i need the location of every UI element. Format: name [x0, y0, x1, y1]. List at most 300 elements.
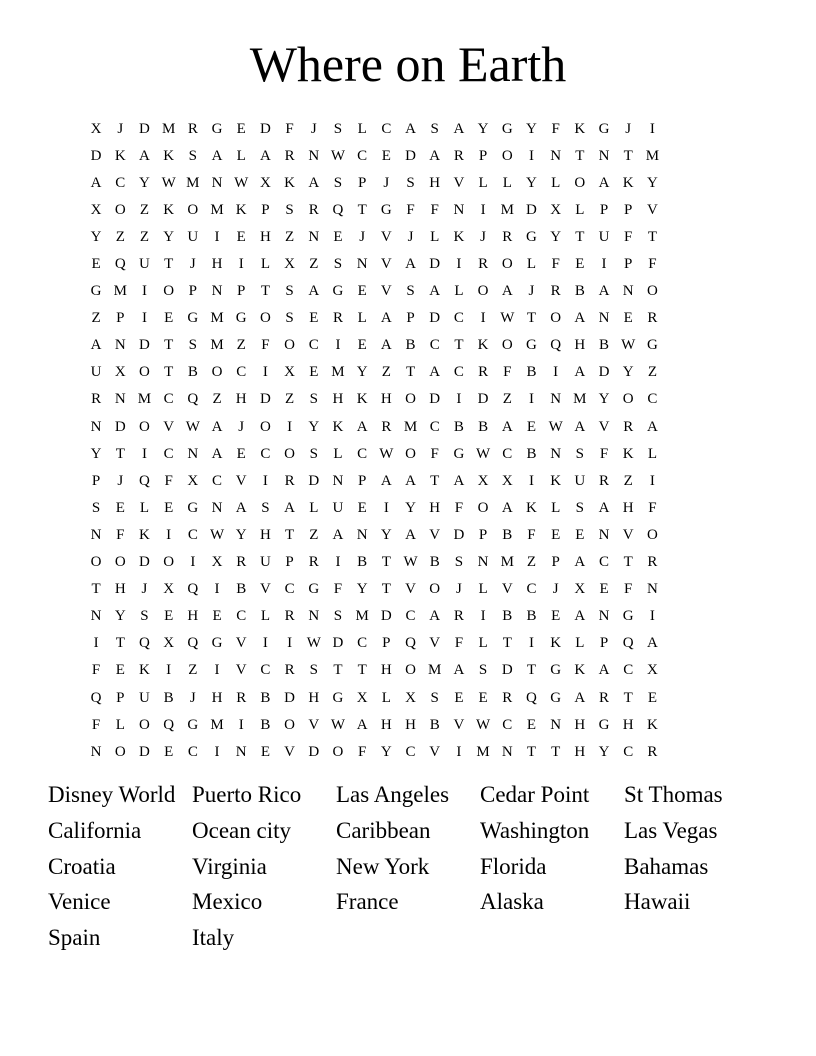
grid-letter: P: [261, 201, 270, 218]
grid-letter: X: [550, 201, 562, 218]
grid-letter: I: [480, 310, 486, 327]
grid-letter: G: [501, 120, 513, 137]
grid-letter: C: [623, 743, 634, 760]
grid-letter: I: [480, 608, 486, 625]
grid-letter: L: [502, 174, 512, 191]
grid-letter: N: [90, 743, 102, 760]
grid-letter: N: [90, 526, 102, 543]
grid-letter: Q: [550, 337, 562, 354]
grid-row: [84, 603, 732, 630]
grid-letter: P: [406, 310, 415, 327]
grid-letter: C: [405, 743, 416, 760]
grid-letter: C: [187, 526, 198, 543]
grid-letter: N: [308, 147, 320, 164]
grid-letter: P: [91, 472, 101, 489]
grid-letter: A: [90, 174, 102, 191]
grid-letter: N: [550, 391, 562, 408]
grid-letter: K: [163, 147, 175, 164]
grid-letter: R: [236, 554, 247, 571]
word-list-item: California: [48, 817, 142, 843]
grid-letter: W: [234, 174, 249, 191]
grid-letter: K: [332, 418, 344, 435]
grid-letter: G: [646, 337, 658, 354]
grid-letter: A: [453, 472, 465, 489]
grid-letter: S: [188, 337, 198, 354]
grid-letter: O: [477, 283, 489, 300]
grid-letter: N: [308, 608, 320, 625]
grid-letter: R: [599, 472, 610, 489]
grid-letter: D: [429, 391, 441, 408]
grid-letter: K: [574, 662, 586, 679]
grid-row: [84, 521, 732, 548]
grid-letter: C: [163, 445, 174, 462]
grid-letter: F: [551, 120, 560, 137]
grid-letter: I: [649, 120, 655, 137]
grid-letter: G: [550, 662, 562, 679]
grid-row: [84, 576, 732, 603]
grid-letter: N: [308, 228, 320, 245]
grid-letter: E: [164, 743, 174, 760]
grid-letter: E: [309, 310, 319, 327]
grid-letter: H: [308, 689, 320, 706]
grid-letter: T: [164, 256, 174, 273]
grid-letter: I: [238, 716, 244, 733]
grid-letter: X: [477, 472, 489, 489]
grid-letter: R: [187, 120, 198, 137]
grid-letter: V: [429, 635, 441, 652]
grid-letter: U: [332, 499, 344, 516]
grid-letter: L: [260, 608, 270, 625]
grid-letter: O: [259, 310, 271, 327]
grid-letter: E: [164, 499, 174, 516]
grid-letter: U: [187, 228, 199, 245]
grid-letter: B: [453, 418, 464, 435]
grid-letter: E: [526, 418, 537, 435]
grid-letter: I: [456, 743, 462, 760]
grid-letter: L: [333, 445, 343, 462]
grid-letter: D: [526, 201, 537, 218]
grid-letter: C: [357, 445, 368, 462]
grid-letter: O: [550, 310, 562, 327]
grid-letter: I: [287, 635, 293, 652]
grid-letter: Z: [309, 526, 319, 543]
grid-letter: N: [211, 283, 223, 300]
grid-letter: N: [550, 445, 562, 462]
grid-letter: O: [114, 201, 126, 218]
grid-row: [84, 467, 732, 494]
grid-letter: K: [235, 201, 247, 218]
grid-letter: J: [117, 472, 124, 489]
grid-letter: X: [90, 120, 102, 137]
grid-letter: E: [478, 689, 488, 706]
grid-letter: Q: [114, 256, 126, 273]
grid-letter: C: [357, 635, 368, 652]
grid-letter: H: [235, 391, 247, 408]
grid-letter: U: [574, 472, 586, 489]
grid-letter: F: [430, 201, 439, 218]
grid-letter: I: [553, 364, 559, 381]
grid-letter: T: [454, 337, 464, 354]
grid-letter: O: [163, 554, 175, 571]
grid-row: [84, 657, 732, 684]
grid-letter: O: [139, 364, 150, 381]
grid-letter: F: [91, 716, 101, 733]
grid-letter: G: [598, 120, 610, 137]
grid-letter: K: [477, 337, 489, 354]
grid-letter: H: [429, 499, 441, 516]
grid-letter: X: [501, 472, 513, 489]
grid-letter: O: [139, 716, 150, 733]
grid-letter: I: [141, 283, 147, 300]
grid-letter: D: [139, 554, 150, 571]
grid-letter: U: [259, 554, 271, 571]
grid-letter: J: [189, 689, 196, 706]
grid-row: [84, 115, 732, 142]
grid-letter: H: [380, 716, 392, 733]
grid-letter: H: [187, 608, 199, 625]
grid-letter: E: [91, 256, 101, 273]
grid-letter: S: [309, 662, 318, 679]
puzzle-title: Where on Earth: [249, 36, 567, 92]
grid-letter: Q: [405, 635, 416, 652]
grid-letter: R: [502, 228, 513, 245]
grid-letter: V: [284, 743, 296, 760]
grid-row: [84, 305, 732, 332]
grid-letter: S: [406, 174, 415, 191]
grid-letter: T: [164, 364, 174, 381]
grid-letter: T: [285, 526, 295, 543]
grid-letter: H: [259, 228, 271, 245]
grid-row: [84, 549, 732, 576]
grid-letter: I: [214, 228, 220, 245]
grid-letter: X: [284, 256, 296, 273]
grid-letter: C: [623, 662, 634, 679]
grid-letter: Z: [91, 310, 101, 327]
grid-letter: X: [211, 554, 223, 571]
grid-letter: Q: [163, 716, 175, 733]
grid-letter: O: [646, 526, 658, 543]
grid-letter: A: [646, 635, 658, 652]
grid-letter: T: [575, 228, 585, 245]
grid-letter: C: [526, 581, 537, 598]
word-list-item: Cedar Point: [480, 782, 590, 807]
grid-letter: L: [551, 174, 561, 191]
grid-letter: A: [356, 716, 368, 733]
grid-letter: Z: [502, 391, 512, 408]
grid-letter: I: [166, 526, 172, 543]
grid-letter: F: [333, 581, 343, 598]
grid-letter: J: [310, 120, 317, 137]
grid-letter: I: [214, 662, 220, 679]
grid-letter: D: [380, 608, 392, 625]
grid-letter: M: [645, 147, 660, 164]
grid-letter: W: [500, 310, 515, 327]
grid-letter: R: [550, 283, 561, 300]
grid-letter: A: [574, 364, 586, 381]
grid-letter: B: [502, 526, 513, 543]
grid-letter: Y: [550, 228, 562, 245]
grid-letter: I: [190, 554, 196, 571]
grid-letter: V: [259, 581, 271, 598]
grid-letter: G: [598, 716, 610, 733]
grid-letter: X: [163, 635, 175, 652]
grid-letter: O: [284, 716, 296, 733]
grid-letter: A: [501, 499, 513, 516]
grid-letter: H: [429, 174, 441, 191]
grid-letter: H: [211, 689, 223, 706]
grid-letter: L: [551, 499, 561, 516]
grid-letter: V: [405, 581, 416, 598]
grid-letter: F: [599, 445, 609, 462]
grid-letter: H: [211, 256, 223, 273]
grid-letter: H: [332, 391, 344, 408]
grid-letter: W: [548, 418, 563, 435]
grid-letter: A: [90, 337, 102, 354]
grid-letter: F: [551, 256, 560, 273]
grid-letter: W: [379, 445, 394, 462]
grid-letter: O: [259, 418, 271, 435]
grid-letter: C: [429, 337, 440, 354]
grid-letter: Y: [598, 391, 610, 408]
grid-letter: N: [598, 608, 610, 625]
grid-letter: B: [599, 337, 610, 354]
grid-letter: G: [380, 201, 392, 218]
grid-letter: K: [526, 499, 537, 516]
grid-letter: L: [454, 283, 464, 300]
grid-letter: T: [623, 689, 633, 706]
grid-letter: Y: [90, 445, 102, 462]
grid-letter: S: [575, 499, 585, 516]
word-list-item: Puerto Rico: [192, 782, 302, 807]
grid-letter: G: [235, 310, 247, 327]
grid-letter: T: [405, 364, 416, 381]
grid-letter: J: [189, 256, 196, 273]
grid-letter: J: [238, 418, 245, 435]
grid-letter: O: [90, 554, 102, 571]
grid-letter: W: [209, 526, 225, 543]
grid-letter: A: [380, 337, 392, 354]
grid-letter: M: [331, 364, 345, 381]
grid-letter: A: [211, 445, 223, 462]
grid-letter: T: [357, 201, 367, 218]
grid-letter: O: [332, 743, 344, 760]
grid-letter: R: [284, 147, 295, 164]
grid-letter: I: [214, 743, 220, 760]
grid-letter: Y: [646, 174, 658, 191]
grid-letter: V: [235, 662, 247, 679]
grid-letter: N: [646, 581, 658, 598]
grid-letter: E: [575, 526, 585, 543]
grid-letter: E: [647, 689, 657, 706]
grid-letter: D: [453, 526, 465, 543]
grid-row: [84, 738, 732, 765]
grid-letter: E: [164, 608, 174, 625]
word-list-item: Disney World: [48, 782, 176, 807]
grid-letter: A: [574, 418, 586, 435]
grid-letter: O: [501, 337, 513, 354]
grid-letter: Y: [477, 120, 489, 137]
grid-letter: Z: [139, 228, 150, 245]
grid-letter: L: [115, 716, 125, 733]
grid-letter: F: [116, 526, 125, 543]
grid-letter: Y: [622, 364, 634, 381]
grid-letter: A: [598, 662, 610, 679]
grid-letter: B: [187, 364, 198, 381]
grid-letter: H: [574, 337, 586, 354]
grid-letter: S: [261, 499, 270, 516]
grid-letter: D: [90, 147, 102, 164]
grid-letter: T: [115, 445, 125, 462]
grid-letter: Y: [139, 174, 150, 191]
grid-letter: C: [236, 364, 247, 381]
grid-letter: I: [141, 310, 147, 327]
grid-letter: C: [308, 337, 319, 354]
grid-letter: Q: [187, 581, 199, 598]
grid-letter: A: [598, 283, 610, 300]
grid-letter: B: [429, 554, 440, 571]
grid-letter: V: [235, 472, 247, 489]
grid-letter: R: [236, 689, 247, 706]
grid-letter: Y: [380, 526, 392, 543]
grid-row: [84, 332, 732, 359]
grid-letter: K: [550, 472, 562, 489]
grid-letter: N: [211, 499, 223, 516]
grid-letter: S: [430, 120, 439, 137]
grid-letter: A: [429, 608, 441, 625]
grid-letter: E: [357, 283, 367, 300]
grid-letter: A: [646, 418, 658, 435]
grid-letter: C: [212, 472, 223, 489]
grid-letter: K: [163, 201, 175, 218]
grid-letter: V: [622, 526, 634, 543]
grid-letter: J: [480, 228, 487, 245]
word-list-item: Bahamas: [624, 853, 709, 879]
grid-letter: W: [161, 174, 176, 191]
grid-letter: F: [624, 581, 633, 598]
grid-letter: O: [405, 391, 416, 408]
grid-letter: F: [503, 364, 512, 381]
grid-letter: W: [330, 716, 346, 733]
grid-letter: Y: [526, 120, 537, 137]
word-list-item: Mexico: [192, 889, 263, 915]
grid-letter: F: [406, 201, 415, 218]
grid-letter: M: [573, 391, 587, 408]
grid-letter: M: [113, 283, 127, 300]
grid-letter: G: [187, 499, 199, 516]
grid-letter: P: [188, 283, 198, 300]
grid-letter: O: [405, 445, 416, 462]
word-list-item: Hawaii: [624, 889, 691, 915]
grid-letter: B: [502, 608, 513, 625]
grid-letter: K: [356, 391, 368, 408]
grid-letter: S: [140, 608, 149, 625]
word-list-item: Spain: [48, 925, 101, 951]
grid-letter: L: [478, 635, 488, 652]
grid-letter: H: [622, 716, 634, 733]
grid-letter: I: [480, 201, 486, 218]
grid-letter: T: [333, 662, 343, 679]
grid-letter: I: [528, 472, 534, 489]
grid-letter: A: [211, 418, 223, 435]
grid-letter: N: [453, 201, 465, 218]
grid-letter: O: [622, 391, 634, 408]
grid-letter: N: [598, 526, 610, 543]
grid-letter: O: [646, 283, 658, 300]
grid-letter: D: [477, 391, 489, 408]
grid-letter: E: [526, 716, 537, 733]
grid-letter: F: [648, 499, 657, 516]
grid-letter: C: [453, 310, 464, 327]
grid-letter: F: [624, 228, 633, 245]
grid-letter: C: [381, 120, 392, 137]
grid-letter: L: [526, 256, 537, 273]
grid-letter: Y: [356, 581, 368, 598]
grid-letter: Y: [598, 743, 610, 760]
grid-letter: N: [598, 147, 610, 164]
grid-letter: D: [139, 337, 150, 354]
grid-letter: Q: [139, 472, 150, 489]
grid-letter: E: [309, 364, 319, 381]
grid-letter: N: [90, 608, 102, 625]
grid-letter: T: [430, 472, 440, 489]
grid-letter: B: [236, 581, 247, 598]
grid-letter: B: [429, 716, 440, 733]
grid-letter: P: [357, 174, 367, 191]
grid-letter: W: [403, 554, 418, 571]
grid-letter: I: [141, 445, 147, 462]
grid-row: [84, 169, 732, 196]
grid-letter: A: [380, 310, 392, 327]
grid-row: [84, 223, 732, 250]
grid-letter: R: [502, 689, 513, 706]
grid-letter: R: [453, 147, 464, 164]
grid-letter: K: [622, 174, 634, 191]
grid-letter: E: [575, 256, 585, 273]
grid-letter: T: [357, 662, 367, 679]
grid-letter: W: [330, 147, 346, 164]
grid-letter: E: [164, 310, 174, 327]
grid-letter: A: [405, 472, 416, 489]
grid-letter: E: [260, 743, 270, 760]
grid-letter: A: [453, 662, 465, 679]
grid-letter: M: [137, 391, 152, 408]
grid-letter: J: [359, 228, 366, 245]
grid-letter: R: [478, 256, 489, 273]
grid-letter: U: [139, 256, 150, 273]
grid-letter: M: [500, 201, 514, 218]
grid-letter: V: [501, 581, 513, 598]
grid-letter: R: [284, 608, 295, 625]
grid-letter: F: [357, 743, 367, 760]
grid-letter: B: [574, 283, 585, 300]
grid-letter: A: [501, 418, 513, 435]
grid-letter: V: [429, 526, 441, 543]
grid-letter: F: [285, 120, 294, 137]
grid-letter: L: [236, 147, 246, 164]
grid-letter: Y: [163, 228, 175, 245]
grid-letter: G: [550, 689, 562, 706]
grid-letter: N: [235, 743, 247, 760]
grid-letter: A: [380, 472, 392, 489]
grid-letter: N: [90, 418, 102, 435]
grid-letter: B: [260, 689, 271, 706]
grid-letter: L: [478, 581, 488, 598]
grid-letter: A: [405, 256, 416, 273]
grid-letter: C: [502, 445, 513, 462]
grid-letter: X: [356, 689, 368, 706]
grid-row: [84, 630, 732, 657]
grid-letter: Q: [622, 635, 634, 652]
